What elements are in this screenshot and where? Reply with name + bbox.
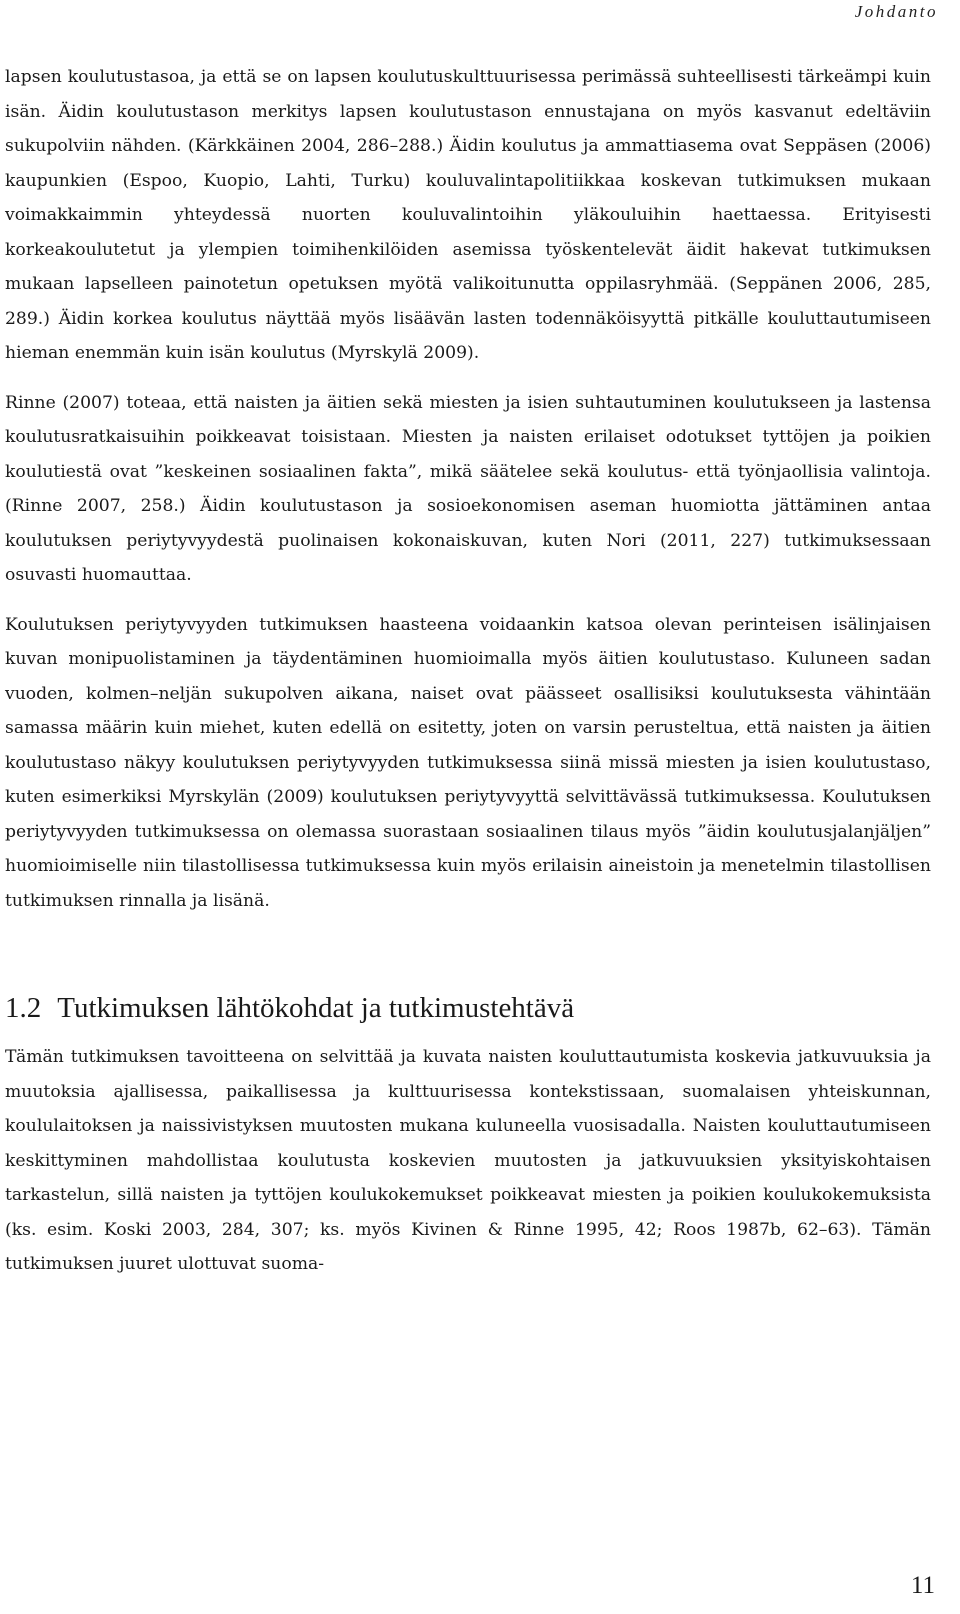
paragraph-3: Koulutuksen periytyvyyden tutkimuksen haasteena voidaankin katsoa olevan perinteisen isälinjaisen kuvan monipuolistaminen ja täydentäminen huomioimalla myös äitien koulutustaso. Kuluneen sadan vuoden, kolmen–neljän sukupolven aikana, naiset ovat päässeet osallisiksi koulutuksesta vähintään samassa määrin kuin miehet, kuten edellä on esitetty, joten on varsin perusteltua, että naisten ja äitien koulutustaso näkyy koulutuksen periytyvyyden tutkimuksessa siinä missä miesten ja isien koulutustaso, kuten esimerkiksi Myrskylän (2009) koulutuksen periytyvyyttä selvittävässä tutkimuksessa. Koulutuksen periytyvyyden tutkimuksessa on olemassa suorastaan sosiaalinen tilaus myös ”äidin koulutusjalanjäljen” huomioimiselle niin tilastollisessa tutkimuksessa kuin myös erilaisin aineistoin ja menetelmin tilastollisen tutkimuksen rinnalla ja lisänä. xyxy=(5,614,931,911)
section-number: 1.2 xyxy=(5,992,42,1024)
paragraph-1: lapsen koulutustasoa, ja että se on lapsen koulutuskulttuurisessa perimässä suhteellisesti tärkeämpi kuin isän. Äidin koulutustason merkitys lapsen koulutustason ennustajana on myös kasvanut edeltäviin sukupolviin nähden. (Kärkkäinen 2004, 286–288.) Äidin koulutus ja ammattiasema ovat Seppäsen (2006) kaupunkien (Espoo, Kuopio, Lahti, Turku) kouluvalintapolitiikkaa koskevan tutkimuksen mukaan voimakkaimmin yhteydessä nuorten kouluvalintoihin yläkouluihin haettaessa. Erityisesti korkeakoulutetut ja ylempien toimihenkilöiden asemissa työskentelevät äidit hakevat tutkimuksen mukaan lapselleen painotetun opetuksen myötä valikoitunutta oppilasryhmää. (Seppänen 2006, 285, 289.) Äidin korkea koulutus näyttää myös lisäävän lasten todennäköisyyttä pitkälle kouluttautumiseen hieman enemmän kuin isän koulutus (Myrskylä 2009). xyxy=(5,67,931,363)
paragraph-2: Rinne (2007) toteaa, että naisten ja äitien sekä miesten ja isien suhtautuminen koulutukseen ja lastensa koulutusratkaisuihin poikkeavat toisistaan. Miesten ja naisten erilaiset odotukset tyttöjen ja poikien koulutiestä ovat ”keskeinen sosiaalinen fakta”, mikä säätelee sekä koulutus- että työnjaollisia valintoja. (Rinne 2007, 258.) Äidin koulutustason ja sosioekonomisen aseman huomiotta jättäminen antaa koulutuksen periytyvyydestä puolinaisen kokonaiskuvan, kuten Nori (2011, 227) tutkimuksessaan osuvasti huomauttaa. xyxy=(5,392,931,585)
running-head: Johdanto xyxy=(854,2,938,21)
section-title: Tutkimuksen lähtökohdat ja tutkimustehtävä xyxy=(57,992,575,1024)
section-heading xyxy=(5,988,931,1028)
body-text xyxy=(5,60,931,1282)
page-number: 11 xyxy=(910,1572,935,1599)
paragraph-4: Tämän tutkimuksen tavoitteena on selvittää ja kuvata naisten kouluttautumista koskevia jatkuvuuksia ja muutoksia ajallisessa, paikallisessa ja kulttuurisessa kontekstissaan, suomalaisen yhteiskunnan, koululaitoksen ja naissivistyksen muutosten mukana kuluneella vuosisadalla. Naisten kouluttautumiseen keskittyminen mahdollistaa koulutusta koskevien muutosten ja jatkuvuuksien yksityiskohtaisen tarkastelun, sillä naisten ja tyttöjen koulukokemukset poikkeavat miesten ja poikien koulukokemuksista (ks. esim. Koski 2003, 284, 307; ks. myös Kivinen & Rinne 1995, 42; Roos 1987b, 62–63). Tämän tutkimuksen juuret ulottuvat suoma- xyxy=(5,1047,931,1274)
